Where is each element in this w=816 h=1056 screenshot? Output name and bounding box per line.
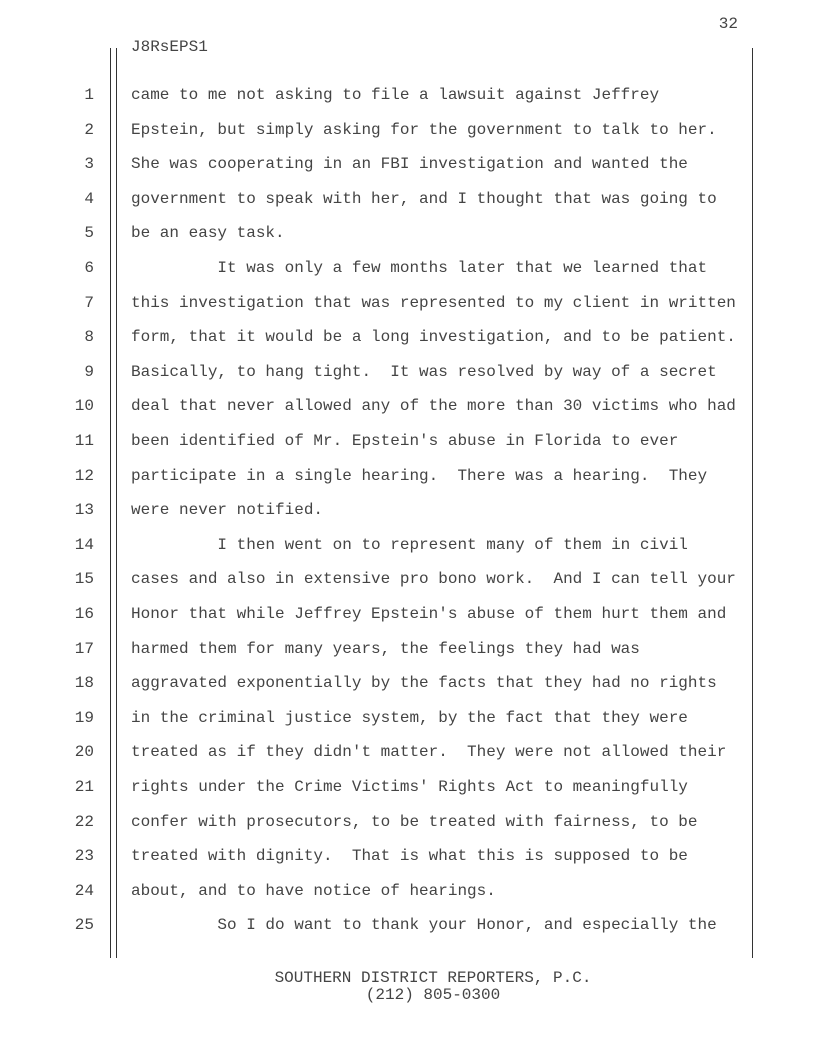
line-text: confer with prosecutors, to be treated with fairness, to be [131, 812, 698, 831]
line-text: I then went on to represent many of them in civil [131, 535, 688, 554]
line-text: She was cooperating in an FBI investigation and wanted the [131, 155, 688, 174]
line-number: 19 [74, 708, 94, 727]
line-number: 24 [74, 881, 94, 900]
transcript-header-id: J8RsEPS1 [131, 38, 208, 56]
line-number: 23 [74, 847, 94, 866]
line-number: 12 [74, 466, 94, 485]
line-number: 20 [74, 743, 94, 762]
footer [0, 970, 816, 1004]
line-text: about, and to have notice of hearings. [131, 881, 496, 900]
line-number: 9 [84, 362, 94, 381]
line-number: 15 [74, 570, 94, 589]
line-number: 2 [84, 120, 94, 139]
reporter-name: SOUTHERN DISTRICT REPORTERS, P.C. [274, 969, 592, 987]
line-number: 14 [74, 535, 94, 554]
line-number: 18 [74, 674, 94, 693]
line-number: 8 [84, 328, 94, 347]
line-text: were never notified. [131, 501, 324, 520]
page-number: 32 [718, 15, 738, 33]
line-number: 11 [74, 432, 94, 450]
line-number: 25 [74, 916, 94, 935]
line-number: 10 [74, 397, 94, 416]
left-margin-rule-inner [116, 48, 117, 958]
line-text: So I do want to thank your Honor, and especially the [131, 916, 717, 935]
line-text: treated with dignity. That is what this is supposed to be [131, 847, 688, 866]
line-number: 21 [74, 778, 94, 796]
line-text: It was only a few months later that we learned that [131, 259, 708, 277]
line-text: Epstein, but simply asking for the government to talk to her. [131, 120, 717, 139]
line-text: government to speak with her, and I thought that was going to [131, 189, 717, 208]
line-text: Basically, to hang tight. It was resolved by way of a secret [131, 362, 717, 381]
line-text: treated as if they didn't matter. They were not allowed their [131, 743, 727, 762]
line-text: deal that never allowed any of the more than 30 victims who had [131, 397, 736, 416]
line-text: form, that it would be a long investigation, and to be patient. [131, 328, 736, 347]
line-text: cases and also in extensive pro bono work. And I can tell your [131, 570, 736, 589]
line-number: 1 [84, 86, 94, 104]
line-number: 16 [74, 605, 94, 623]
line-number: 13 [74, 501, 94, 520]
line-number: 5 [84, 224, 94, 243]
line-text: been identified of Mr. Epstein's abuse in Florida to ever [131, 432, 679, 450]
line-number: 17 [74, 639, 94, 658]
line-number: 22 [74, 812, 94, 831]
reporter-phone: (212) 805-0300 [365, 986, 501, 1004]
line-text: in the criminal justice system, by the fact that they were [131, 708, 688, 727]
line-text: Honor that while Jeffrey Epstein's abuse of them hurt them and [131, 605, 727, 623]
line-text: aggravated exponentially by the facts that they had no rights [131, 674, 717, 693]
line-text: this investigation that was represented to my client in written [131, 293, 736, 312]
line-number: 7 [84, 293, 94, 312]
line-text: rights under the Crime Victims' Rights Act to meaningfully [131, 778, 688, 796]
line-number: 4 [84, 189, 94, 208]
line-number: 3 [84, 155, 94, 174]
line-text: harmed them for many years, the feelings they had was [131, 639, 640, 658]
right-margin-rule [752, 48, 753, 958]
line-number: 6 [84, 259, 94, 277]
line-text: came to me not asking to file a lawsuit against Jeffrey [131, 86, 660, 104]
line-text: participate in a single hearing. There was a hearing. They [131, 466, 708, 485]
line-text: be an easy task. [131, 224, 285, 243]
left-margin-rule-outer [110, 48, 111, 958]
